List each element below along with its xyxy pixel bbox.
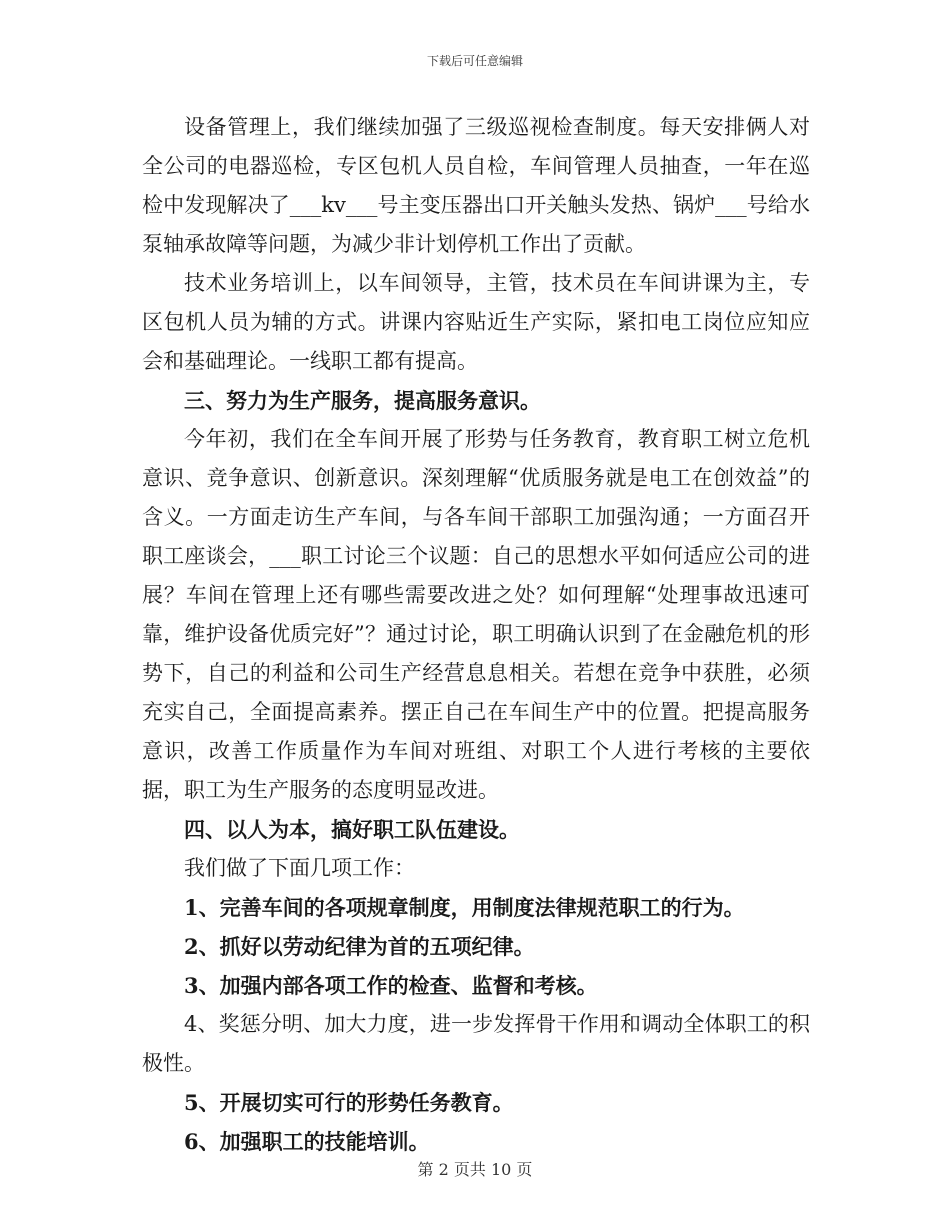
page-header: 下载后可任意编辑 (426, 54, 523, 68)
list-item-6: 6、加强职工的技能培训。 (184, 1129, 430, 1154)
page-number: 第 2 页共 10 页 (417, 1160, 533, 1179)
heading-section-3: 三、努力为生产服务，提高服务意识。 (184, 388, 541, 413)
list-item-4: 4、奖惩分明、加大力度，进一步发挥骨干作用和调动全体职工的积极性。 (142, 1012, 810, 1075)
document-body (142, 108, 810, 1161)
list-item-5: 5、开展切实可行的形势任务教育。 (184, 1090, 514, 1115)
paragraph-equipment-management: 设备管理上，我们继续加强了三级巡视检查制度。每天安排俩人对全公司的电器巡检，专区包机人员自检，车间管理人员抽查，一年在巡检中发现解决了___kv___号主变压器出口开关触头发热、锅炉___号给水泵轴承故障等问题，为减少非计划停机工作出了贡献。 (142, 115, 810, 256)
heading-section-4: 四、以人为本，搞好职工队伍建设。 (184, 817, 520, 842)
list-item-1: 1、完善车间的各项规章制度，用制度法律规范职工的行为。 (184, 895, 745, 920)
list-item-3: 3、加强内部各项工作的检查、监督和考核。 (184, 973, 598, 998)
paragraph-work-intro: 我们做了下面几项工作： (184, 856, 415, 880)
paragraph-technical-training: 技术业务培训上，以车间领导，主管，技术员在车间讲课为主，专区包机人员为辅的方式。讲课内容贴近生产实际，紧扣电工岗位应知应会和基础理论。一线职工都有提高。 (142, 271, 810, 373)
paragraph-service-awareness: 今年初，我们在全车间开展了形势与任务教育，教育职工树立危机意识、竞争意识、创新意识。深刻理解“优质服务就是电工在创效益”的含义。一方面走访生产车间，与各车间干部职工加强沟通；一方面召开职工座谈会，___职工讨论三个议题：自己的思想水平如何适应公司的进展？车间在管理上还有哪些需要改进之处？如何理解“处理事故迅速可靠，维护设备优质完好”？通过讨论，职工明确认识到了在金融危机的形势下，自己的利益和公司生产经营息息相关。若想在竞争中获胜，必须充实自己，全面提高素养。摆正自己在车间生产中的位置。把提高服务意识，改善工作质量作为车间对班组、对职工个人进行考核的主要依据，职工为生产服务的态度明显改进。 (142, 427, 810, 802)
list-item-2: 2、抓好以劳动纪律为首的五项纪律。 (184, 934, 535, 959)
